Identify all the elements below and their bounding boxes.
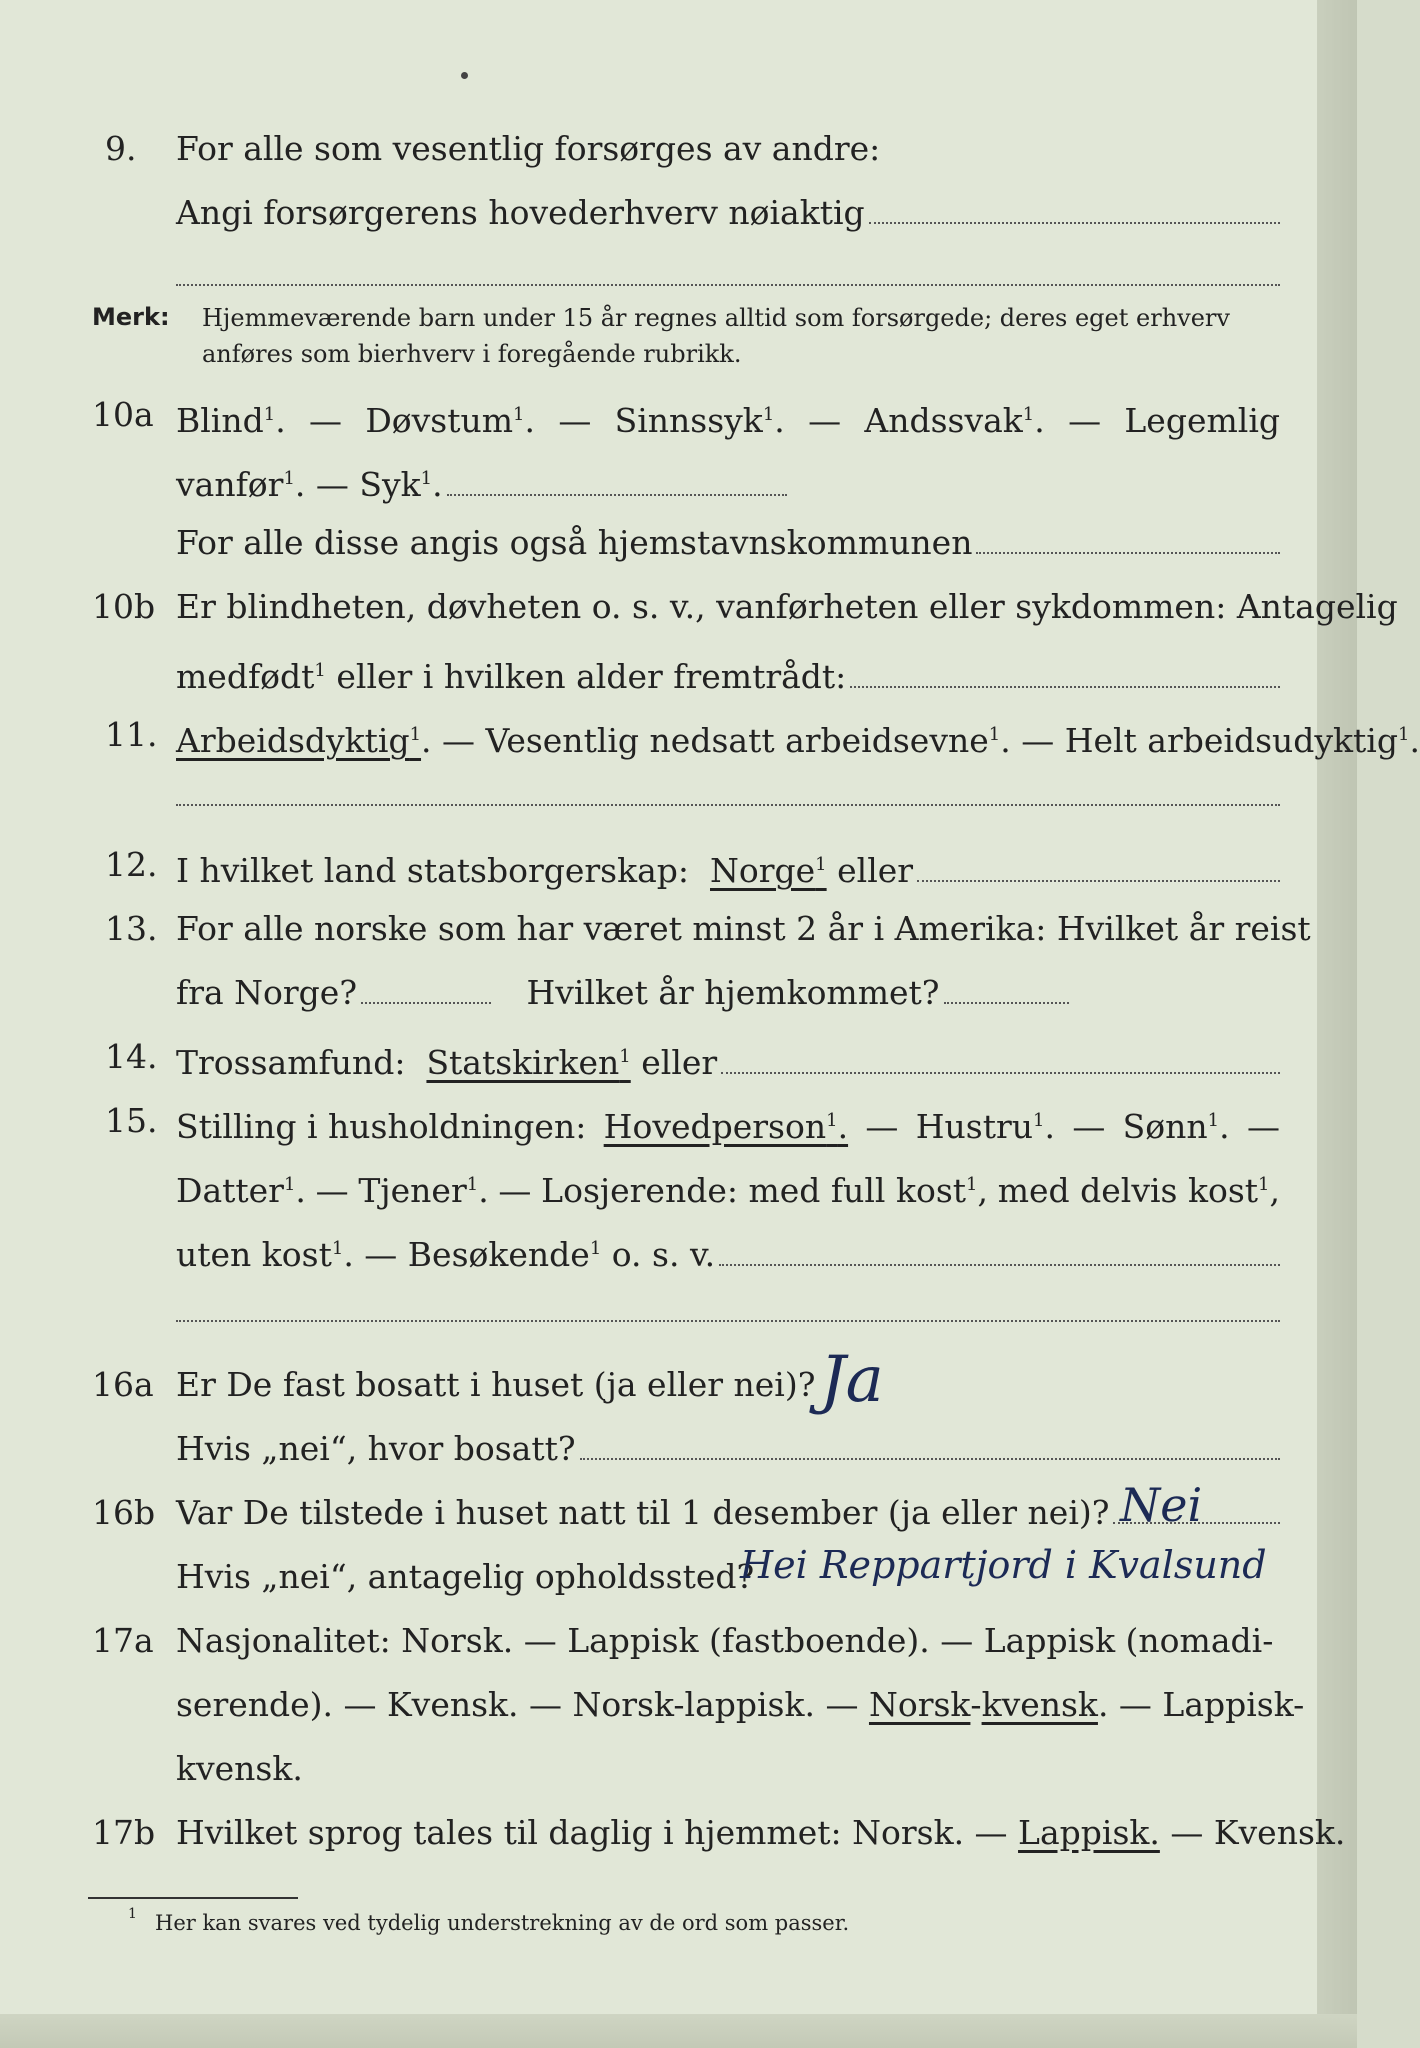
q15-number: 15.: [105, 1101, 158, 1140]
q13-number: 13.: [105, 909, 158, 948]
q10a-option-sinnssyk[interactable]: Sinnssyk$^1$.: [614, 401, 785, 440]
q10b-line2-text: eller i hvilken alder fremtrådt:: [336, 657, 847, 696]
q11-option-arbeidsdyktig[interactable]: Arbeidsdyktig$^1$: [176, 721, 422, 760]
page-edge-right: [1317, 0, 1357, 2048]
q16b-handwritten-answer[interactable]: Nei: [1120, 1478, 1203, 1532]
q12-number: 12.: [105, 845, 158, 884]
q17b-text: Hvilket sprog tales til daglig i hjemmet: Norsk. —: [176, 1813, 1008, 1852]
q10b-line2: [176, 646, 1280, 696]
q10b-line1: Er blindheten, døvheten o. s. v., vanførheten eller sykdommen: Antagelig: [176, 587, 1398, 626]
q11-option-udyktig[interactable]: Helt arbeidsudyktig$^1$.: [1064, 721, 1420, 760]
q17b-text-end: — Kvensk.: [1170, 1813, 1346, 1852]
merk-label: Merk:: [92, 303, 170, 331]
q15-option-sonn[interactable]: Sønn$^1$.: [1122, 1107, 1230, 1146]
q9-number: 9.: [105, 129, 137, 168]
merk-text: Hjemmeværende barn under 15 år regnes alltid som forsørgede; deres eget erhverv anføres som bierhverv i foregående rubrikk.: [202, 304, 1230, 368]
q16b-line1: [176, 1488, 1280, 1538]
q17b-line: [176, 1808, 1345, 1858]
q17a-line2-text: serende). — Kvensk. — Norsk-lappisk. —: [176, 1685, 859, 1724]
q15-line1: Stilling i husholdningen: Hovedperson$^1$. — Hustru$^1$. — Sønn$^1$. —: [176, 1096, 1280, 1146]
q16b-number: 16b: [92, 1493, 156, 1532]
q11-number: 11.: [105, 715, 158, 754]
q13-reist-field[interactable]: [361, 972, 491, 1004]
q10b-alder-field[interactable]: [850, 656, 1280, 688]
q15-option-delvis-kost[interactable]: med delvis kost$^1$,: [997, 1171, 1280, 1210]
q14-other-field[interactable]: [721, 1042, 1280, 1074]
q15-option-hustru[interactable]: Hustru$^1$.: [915, 1107, 1055, 1146]
q9-line1: For alle som vesentlig forsørges av andre:: [176, 129, 881, 168]
footnote-divider: [88, 1897, 298, 1899]
q10a-syk-field[interactable]: [447, 464, 787, 496]
q17a-option-kvensk[interactable]: kvensk: [981, 1685, 1098, 1724]
q10b-number: 10b: [92, 587, 156, 626]
q13-line1: For alle norske som har været minst 2 år i Amerika: Hvilket år reist: [176, 909, 1311, 948]
q15-option-tjener[interactable]: Tjener$^1$.: [358, 1171, 489, 1210]
q16b-handwritten-place[interactable]: Hei Reppartjord i Kvalsund: [740, 1543, 1267, 1587]
q12-text: I hvilket land statsborgerskap:: [176, 851, 690, 890]
q10a-number: 10a: [92, 395, 154, 434]
q17a-option-norsk[interactable]: Norsk: [868, 1685, 971, 1724]
q17a-line1: Nasjonalitet: Norsk. — Lappisk (fastboende). — Lappisk (nomadi-: [176, 1621, 1274, 1660]
q12-other-country-field[interactable]: [917, 850, 1280, 882]
q10a-option-syk[interactable]: Syk$^1$.: [359, 465, 443, 504]
q15-option-losjerende-full[interactable]: Losjerende: med full kost$^1$,: [541, 1171, 988, 1210]
q10b-option-medfodt[interactable]: medfødt$^1$: [176, 657, 326, 696]
q16b-line2-text: Hvis „nei“, antagelig opholdssted?: [176, 1557, 755, 1596]
q14-eller: eller: [641, 1043, 718, 1082]
q14-line: [176, 1032, 1280, 1082]
q17a-number: 17a: [92, 1621, 154, 1660]
q14-option-statskirken[interactable]: Statskirken$^1$: [426, 1043, 631, 1082]
q9-answer-field[interactable]: [869, 192, 1280, 224]
q10a-line1: Blind$^1$. — Døvstum$^1$. — Sinnssyk$^1$. — Andssvak$^1$. — Legemlig: [176, 390, 1280, 440]
q10a-line2: vanfør$^1$. — Syk$^1$.: [176, 454, 791, 504]
q10a-hjemstavn-field[interactable]: [976, 522, 1280, 554]
q15-option-datter[interactable]: Datter$^1$.: [176, 1171, 306, 1210]
q15-option-uten-kost[interactable]: uten kost$^1$.: [176, 1235, 354, 1274]
q16a-line2: [176, 1424, 1280, 1474]
q15-line3: uten kost$^1$. — Besøkende$^1$ o. s. v.: [176, 1224, 1280, 1274]
q13-reist-label: fra Norge?: [176, 973, 358, 1012]
q15-osv: o. s. v.: [611, 1235, 716, 1274]
q16b-line1-text: Var De tilstede i huset natt til 1 desember (ja eller nei)?: [176, 1493, 1110, 1532]
q17a-line2-end: . — Lappisk-: [1097, 1685, 1305, 1724]
q10a-option-blind[interactable]: Blind$^1$.: [176, 401, 286, 440]
q13-hjemkommet-field[interactable]: [944, 972, 1069, 1004]
footnote-mark: 1: [128, 1906, 137, 1922]
q15-answer-field-2[interactable]: [176, 1320, 1280, 1322]
q9-line2: [176, 188, 1280, 238]
q12-eller: eller: [837, 851, 914, 890]
q15-other-field[interactable]: [719, 1234, 1280, 1266]
q11-answer-field[interactable]: [176, 804, 1280, 806]
q17a-line2: serende). — Kvensk. — Norsk-lappisk. — Norsk - kvensk . — Lappisk-: [176, 1680, 1304, 1730]
q17a-line3: kvensk.: [176, 1749, 303, 1788]
q13-hjemkommet-label: Hvilket år hjemkommet?: [526, 973, 940, 1012]
q9-answer-field-2[interactable]: [176, 284, 1280, 286]
q16a-line2-text: Hvis „nei“, hvor bosatt?: [176, 1429, 576, 1468]
q16b-line2: [176, 1552, 755, 1602]
q12-line: [176, 840, 1280, 890]
q16a-handwritten-answer[interactable]: Ja: [820, 1343, 884, 1417]
q10a-option-andssvak[interactable]: Andssvak$^1$.: [864, 401, 1045, 440]
q17b-number: 17b: [92, 1813, 156, 1852]
ink-dot: [461, 72, 468, 79]
q16a-line1: Er De fast bosatt i huset (ja eller nei)?: [176, 1365, 816, 1404]
q13-line2: [176, 968, 1073, 1018]
page-edge-bottom: [0, 2014, 1357, 2048]
q15-label: Stilling i husholdningen:: [176, 1107, 587, 1146]
q10a-line3-text: For alle disse angis også hjemstavnskommunen: [176, 523, 973, 562]
q15-option-hovedperson[interactable]: Hovedperson$^1$.: [603, 1107, 849, 1146]
q10a-option-legemlig[interactable]: Legemlig: [1124, 401, 1280, 440]
q10a-line3: [176, 518, 1280, 568]
q12-option-norge[interactable]: Norge$^1$: [710, 851, 827, 890]
q15-line2: Datter$^1$. — Tjener$^1$. — Losjerende: med full kost$^1$, med delvis kost$^1$,: [176, 1160, 1280, 1210]
q16a-number: 16a: [92, 1365, 154, 1404]
q11-line: Arbeidsdyktig$^1$ . — Vesentlig nedsatt arbeidsevne$^1$. — Helt arbeidsudyktig$^1$.: [176, 710, 1420, 760]
q17b-option-lappisk[interactable]: Lappisk.: [1018, 1813, 1160, 1852]
q10a-option-vanfor[interactable]: vanfør$^1$.: [176, 465, 306, 504]
q16a-bosatt-field[interactable]: [580, 1428, 1280, 1460]
q14-number: 14.: [105, 1037, 158, 1076]
q15-option-besokende[interactable]: Besøkende$^1$: [407, 1235, 602, 1274]
q10a-option-dovstum[interactable]: Døvstum$^1$.: [365, 401, 535, 440]
footnote-text: Her kan svares ved tydelig understrekning av de ord som passer.: [155, 1911, 850, 1935]
q9-line2-text: Angi forsørgerens hovederhverv nøiaktig: [176, 193, 865, 232]
q11-option-nedsatt[interactable]: Vesentlig nedsatt arbeidsevne$^1$.: [485, 721, 1011, 760]
q14-label: Trossamfund:: [176, 1043, 406, 1082]
